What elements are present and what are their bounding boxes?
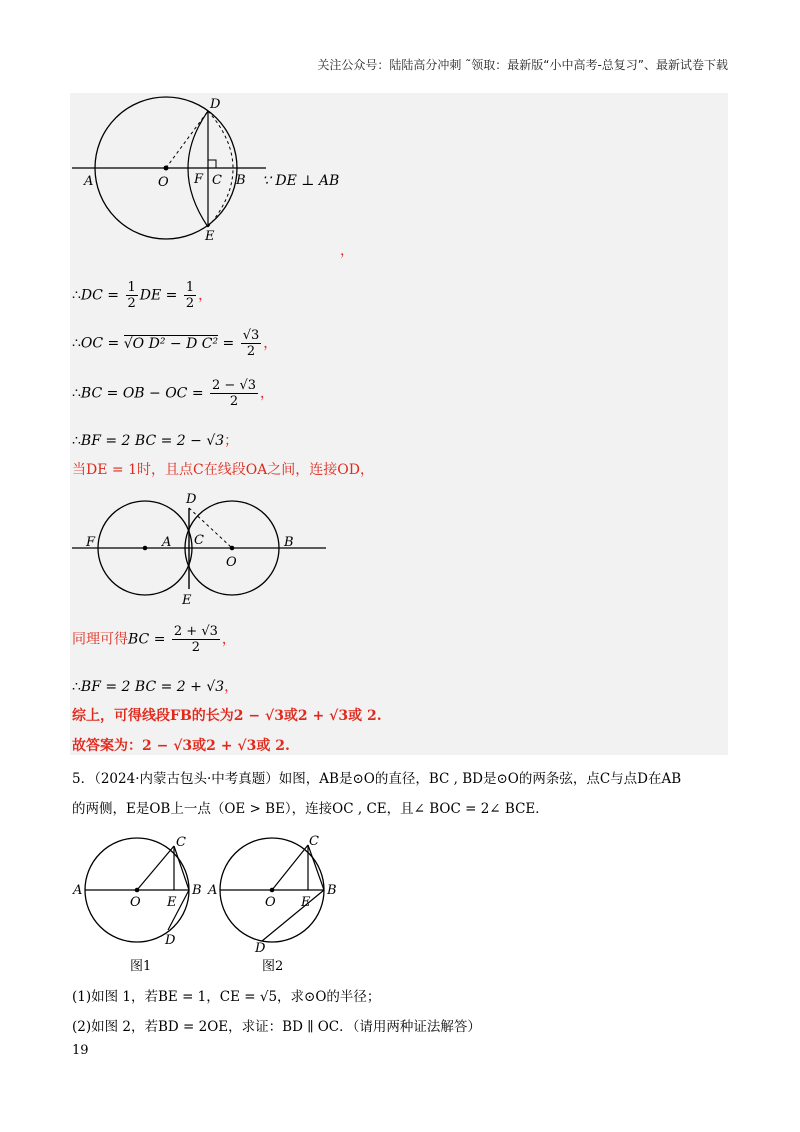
page-number: 19 bbox=[72, 1043, 89, 1058]
derivation-line-2: ∴OC = √O D² − D C² = $\frac{√3}{2}$ ， bbox=[72, 328, 278, 359]
q2-label-c: C bbox=[309, 834, 319, 849]
question-figure-2 bbox=[205, 830, 345, 954]
question-figure-1 bbox=[70, 832, 210, 950]
question-5-line-2: 的两侧，E是OB上一点（OE > BE），连接OC , CE，且∠ BOC = 2∠ BCE． bbox=[72, 801, 549, 817]
q1-label-b: B bbox=[192, 883, 202, 898]
q-cb-2 bbox=[308, 845, 324, 890]
derivation-line-7: ∴BF = 2 BC = 2 + √3， bbox=[72, 679, 239, 695]
perpendicular-condition: ∵ DE ⊥ AB bbox=[262, 173, 340, 189]
page-header: 关注公众号：陆陆高分冲刺 ˜领取：最新版“小中高考-总复习”、最新试卷下载 bbox=[317, 58, 728, 72]
q2-label-b: B bbox=[327, 883, 337, 898]
question-part-2: (2)如图 2，若BD = 2OE，求证：BD ∥ OC．（请用两种证法解答） bbox=[72, 1019, 481, 1035]
label-b-2: B bbox=[284, 535, 294, 550]
q2-label-e: E bbox=[301, 895, 311, 910]
label-e: E bbox=[205, 229, 215, 244]
label-f-2: F bbox=[86, 535, 96, 550]
figure-1-caption: 图1 bbox=[130, 959, 152, 974]
label-a-2: A bbox=[162, 535, 172, 550]
question-part-1: (1)如图 1，若BE = 1，CE = √5，求⊙O的半径； bbox=[72, 989, 381, 1005]
label-o-2: O bbox=[226, 555, 237, 570]
q-cb-1 bbox=[174, 846, 189, 890]
q1-label-d: D bbox=[165, 933, 176, 948]
center-point bbox=[164, 166, 169, 171]
right-center-point bbox=[230, 546, 235, 551]
label-c: C bbox=[212, 173, 222, 188]
label-d-2: D bbox=[186, 492, 197, 507]
stray-comma: ， bbox=[340, 243, 354, 259]
q1-label-c: C bbox=[176, 835, 186, 850]
solid-arc bbox=[188, 111, 208, 227]
q-center-1 bbox=[135, 888, 140, 893]
derivation-line-1: ∴DC = $\frac{1}{2}$ DE = $\frac{1}{2}$ ， bbox=[72, 280, 213, 311]
derivation-line-4: ∴BF = 2 BC = 2 − √3； bbox=[72, 433, 239, 449]
label-c-2: C bbox=[194, 533, 204, 548]
segment-od bbox=[166, 111, 208, 168]
left-center-point bbox=[143, 546, 148, 551]
dashed-arc bbox=[208, 111, 233, 227]
right-angle-mark bbox=[208, 160, 216, 168]
q1-label-o: O bbox=[130, 895, 141, 910]
q-oc-2 bbox=[272, 845, 308, 890]
answer-line: 故答案为：2 − √3或2 + √3或 2. bbox=[72, 738, 290, 754]
q2-label-a: A bbox=[208, 883, 218, 898]
figure-1-circle-diagram bbox=[70, 95, 270, 245]
derivation-line-8: 综上，可得线段FB的长为2 − √3或2 + √3或 2. bbox=[72, 708, 382, 724]
q2-label-d: D bbox=[255, 941, 266, 954]
label-f: F bbox=[194, 172, 204, 187]
q-oc-1 bbox=[137, 846, 174, 890]
q-center-2 bbox=[270, 888, 275, 893]
label-o: O bbox=[158, 175, 169, 190]
label-d: D bbox=[210, 97, 221, 112]
q1-label-e: E bbox=[167, 895, 177, 910]
derivation-line-5: 当DE = 1时，且点C在线段OA之间，连接OD， bbox=[72, 462, 374, 478]
figure-2-caption: 图2 bbox=[262, 959, 284, 974]
derivation-line-6: 同理可得BC = $\frac{2 + √3}{2}$ ， bbox=[72, 624, 236, 655]
q2-label-o: O bbox=[265, 895, 276, 910]
question-5-line-1: 5．（2024·内蒙古包头·中考真题）如图，AB是⊙O的直径，BC , BD是⊙O的两条弦，点C与点D在AB bbox=[72, 771, 682, 787]
derivation-line-3: ∴BC = OB − OC = $\frac{2 - √3}{2}$ ， bbox=[72, 378, 275, 409]
q1-label-a: A bbox=[73, 883, 83, 898]
label-e-2: E bbox=[182, 593, 192, 608]
label-b: B bbox=[236, 173, 246, 188]
figure-2-two-circles bbox=[70, 490, 330, 610]
label-a: A bbox=[84, 174, 94, 189]
